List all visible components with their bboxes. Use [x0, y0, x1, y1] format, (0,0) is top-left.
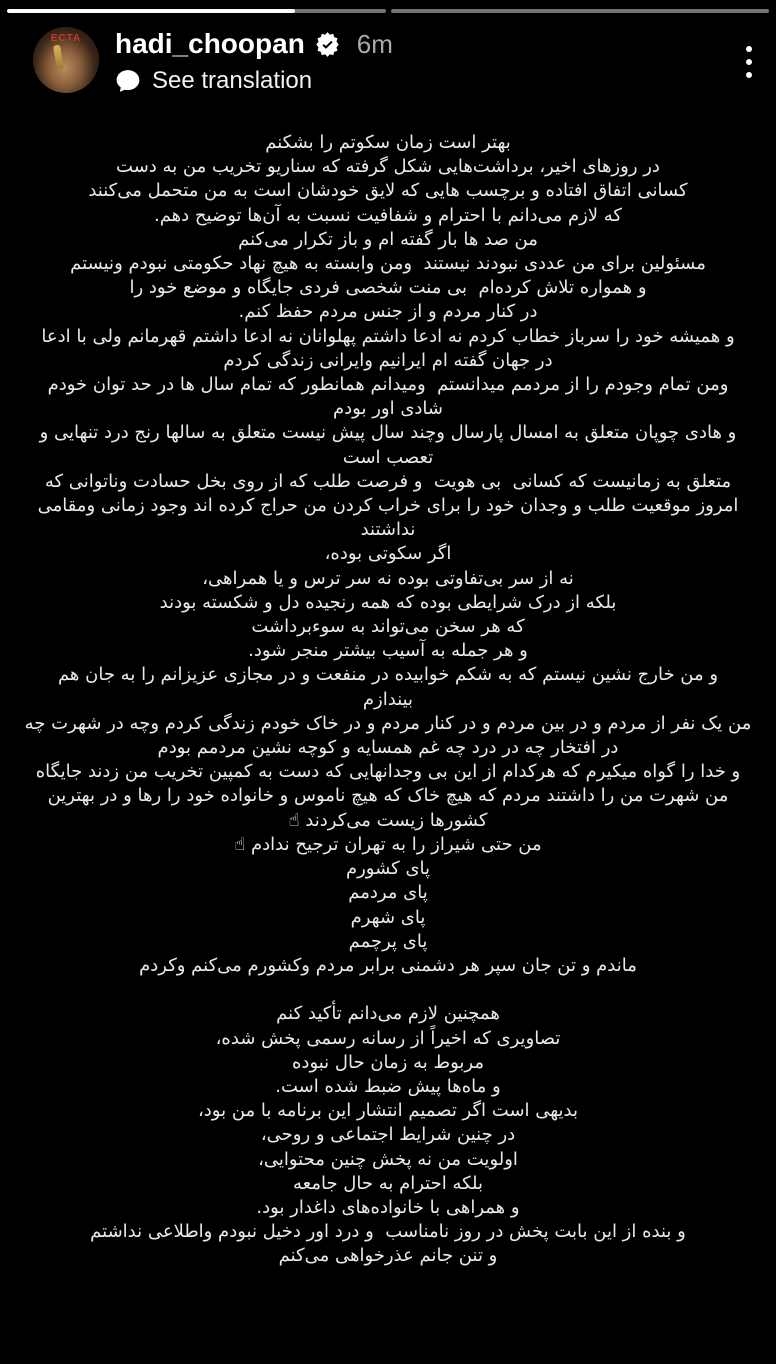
avatar-photo-text: ECTA [50, 33, 82, 44]
story-text-line: امروز موقعیت طلب و وجدان خود را برای خراب کردن من حراج کرده اند وجود زمانی ومقامی [37, 495, 739, 517]
story-options-button[interactable] [740, 40, 758, 84]
story-text [20, 131, 756, 1269]
story-text-line: مربوط به زمان حال نبوده [292, 1051, 484, 1073]
progress-segment-1 [7, 9, 386, 13]
story-text-line: و من خارج نشین نیستم که به شکم خوابیده در منفعت و در مجازی عزیزانم را به جان هم [57, 664, 719, 686]
story-timestamp: 6m [356, 28, 393, 59]
verified-badge-icon [314, 31, 341, 58]
story-text-line: و ماه‌ها پیش ضبط شده است. [275, 1075, 501, 1097]
story-text-line: شادی اور بودم [333, 398, 443, 420]
story-text-line: ماندم و تن جان سپر هر دشمنی برابر مردم وکشورم می‌کنم وکردم [139, 954, 637, 976]
story-text-line: در جهان گفته ام ایرانیم وایرانی زندگی کردم [223, 349, 553, 371]
story-text-line: در افتخار چه در درد چه غم همسایه و کوچه نشین مردمم بودم [157, 737, 619, 759]
story-text-line: بهتر است زمان سکوتم را بشکنم [265, 132, 511, 153]
story-text-line: کشورها زیست می‌کردند ☝ [288, 809, 488, 831]
see-translation-button[interactable] [115, 67, 393, 94]
header-main [115, 27, 393, 94]
three-dots-icon [746, 46, 752, 52]
story-text-line: و خدا را گواه میکیرم که هرکدام از این بی وجدانهایی که دست به کمپین تخریب من زدند جایگاه [35, 761, 741, 783]
story-text-line: بدیهی است اگر تصمیم انتشار این برنامه با من بود، [197, 1100, 579, 1122]
story-text-line: که هر سخن می‌تواند به سوءبرداشت [251, 616, 525, 638]
story-text-line: متعلق به زمانیست که کسانی بی هویت و فرصت طلب که از روی بخل حسادت وناتوانی که [44, 470, 732, 492]
story-text-line: اولویت من نه پخش چنین محتوایی، [258, 1148, 518, 1170]
story-text-line: نه از سر بی‌تفاوتی بوده نه سر ترس و یا همراهی، [202, 567, 574, 589]
username-row [115, 28, 393, 60]
story-text-line: من شهرت من را داشتند مردم که هیچ خاک که هیچ ناموس و خانواده خود را رها و در بهترین [47, 785, 729, 807]
story-text-line: پای کشورم [345, 858, 431, 880]
story-text-line: نداشتند [360, 519, 416, 541]
story-text-line: پای شهرم [350, 906, 426, 928]
story-text-line: که لازم می‌دانم با احترام و شفافیت نسبت به آن‌ها توضیح دهم. [153, 204, 623, 226]
story-text-line: و هادی چوپان متعلق به امسال پارسال وچند سال پیش نیست متعلق به سالها رنج درد تنهایی و [39, 422, 737, 444]
story-text-line: مسئولین برای من عددی نبودند نیستند ومن وابسته به هیچ نهاد حکومتی نبودم ونیستم [70, 253, 706, 275]
story-text-line [20, 978, 756, 1002]
story-header [33, 27, 706, 94]
see-translation-label: See translation [152, 67, 313, 94]
story-text-line: در روزهای اخیر، برداشت‌هایی شکل گرفته که سناریو تخریب من به دست [116, 156, 660, 178]
story-text-line: بلکه از درک شرایطی بوده که همه رنجیده دل و شکسته بودند [159, 591, 617, 613]
story-text-line: کسانی اتفاق افتاده و برچسب هایی که لایق خودشان است به من متحمل می‌کنند [88, 180, 688, 202]
story-text-line: تعصب است [342, 446, 434, 468]
story-text-line: و همیشه خود را سرباز خطاب کردم نه ادعا داشتم پهلوانان نه ادعا داشتم قهرمانم ولی با ادعا [41, 325, 735, 347]
story-text-line: تصاویری که اخیراً از رسانه رسمی پخش شده، [215, 1027, 561, 1049]
story-text-line: و بنده از این بابت پخش در روز نامناسب و درد اور دخیل نبودم واطلاعی نداشتم [90, 1221, 686, 1243]
story-text-line: و هر جمله به آسیب بیشتر منجر شود. [248, 640, 528, 662]
story-text-line: همچنین لازم می‌دانم تأکید کنم [276, 1003, 500, 1025]
story-text-line: پای پرچمم [348, 930, 428, 952]
story-text-line: من حتی شیراز را به تهران ترجیح ندادم ☝ [234, 833, 542, 855]
story-text-line: در چنین شرایط اجتماعی و روحی، [260, 1124, 516, 1146]
profile-avatar[interactable] [33, 27, 99, 93]
speech-bubble-icon [115, 68, 141, 94]
story-text-line: بلکه احترام به حال جامعه [292, 1172, 484, 1194]
story-progress-bar [7, 9, 769, 13]
story-text-line: ومن تمام وجودم را از مردمم میدانستم ومیدانم همانطور که تمام سال ها در حد توان خودم [47, 374, 729, 396]
story-text-line: و همواره تلاش کرده‌ام بی منت شخصی فردی جایگاه و موضع خود را [129, 277, 647, 299]
story-text-line: و همراهی با خانواده‌های داغدار بود. [256, 1196, 520, 1218]
story-text-line: اگر سکوتی بوده، [324, 543, 452, 565]
progress-segment-2 [391, 9, 770, 13]
story-text-line: من یک نفر از مردم و در بین مردم و در کنار مردم و در خاک خودم زندگی کردم وچه در شهرت چه [24, 712, 752, 734]
three-dots-icon [746, 59, 752, 65]
story-text-line: و تنن جانم عذرخواهی می‌کنم [278, 1245, 498, 1267]
story-text-line: بیندازم [362, 688, 414, 710]
three-dots-icon [746, 72, 752, 78]
story-text-line: پای مردمم [348, 882, 428, 904]
username[interactable]: hadi_choopan [115, 28, 305, 59]
progress-fill-1 [7, 9, 295, 13]
story-text-line: من صد ها بار گفته ام و باز تکرار می‌کنم [238, 228, 538, 250]
story-text-line: در کنار مردم و از جنس مردم حفظ کنم. [238, 301, 538, 323]
